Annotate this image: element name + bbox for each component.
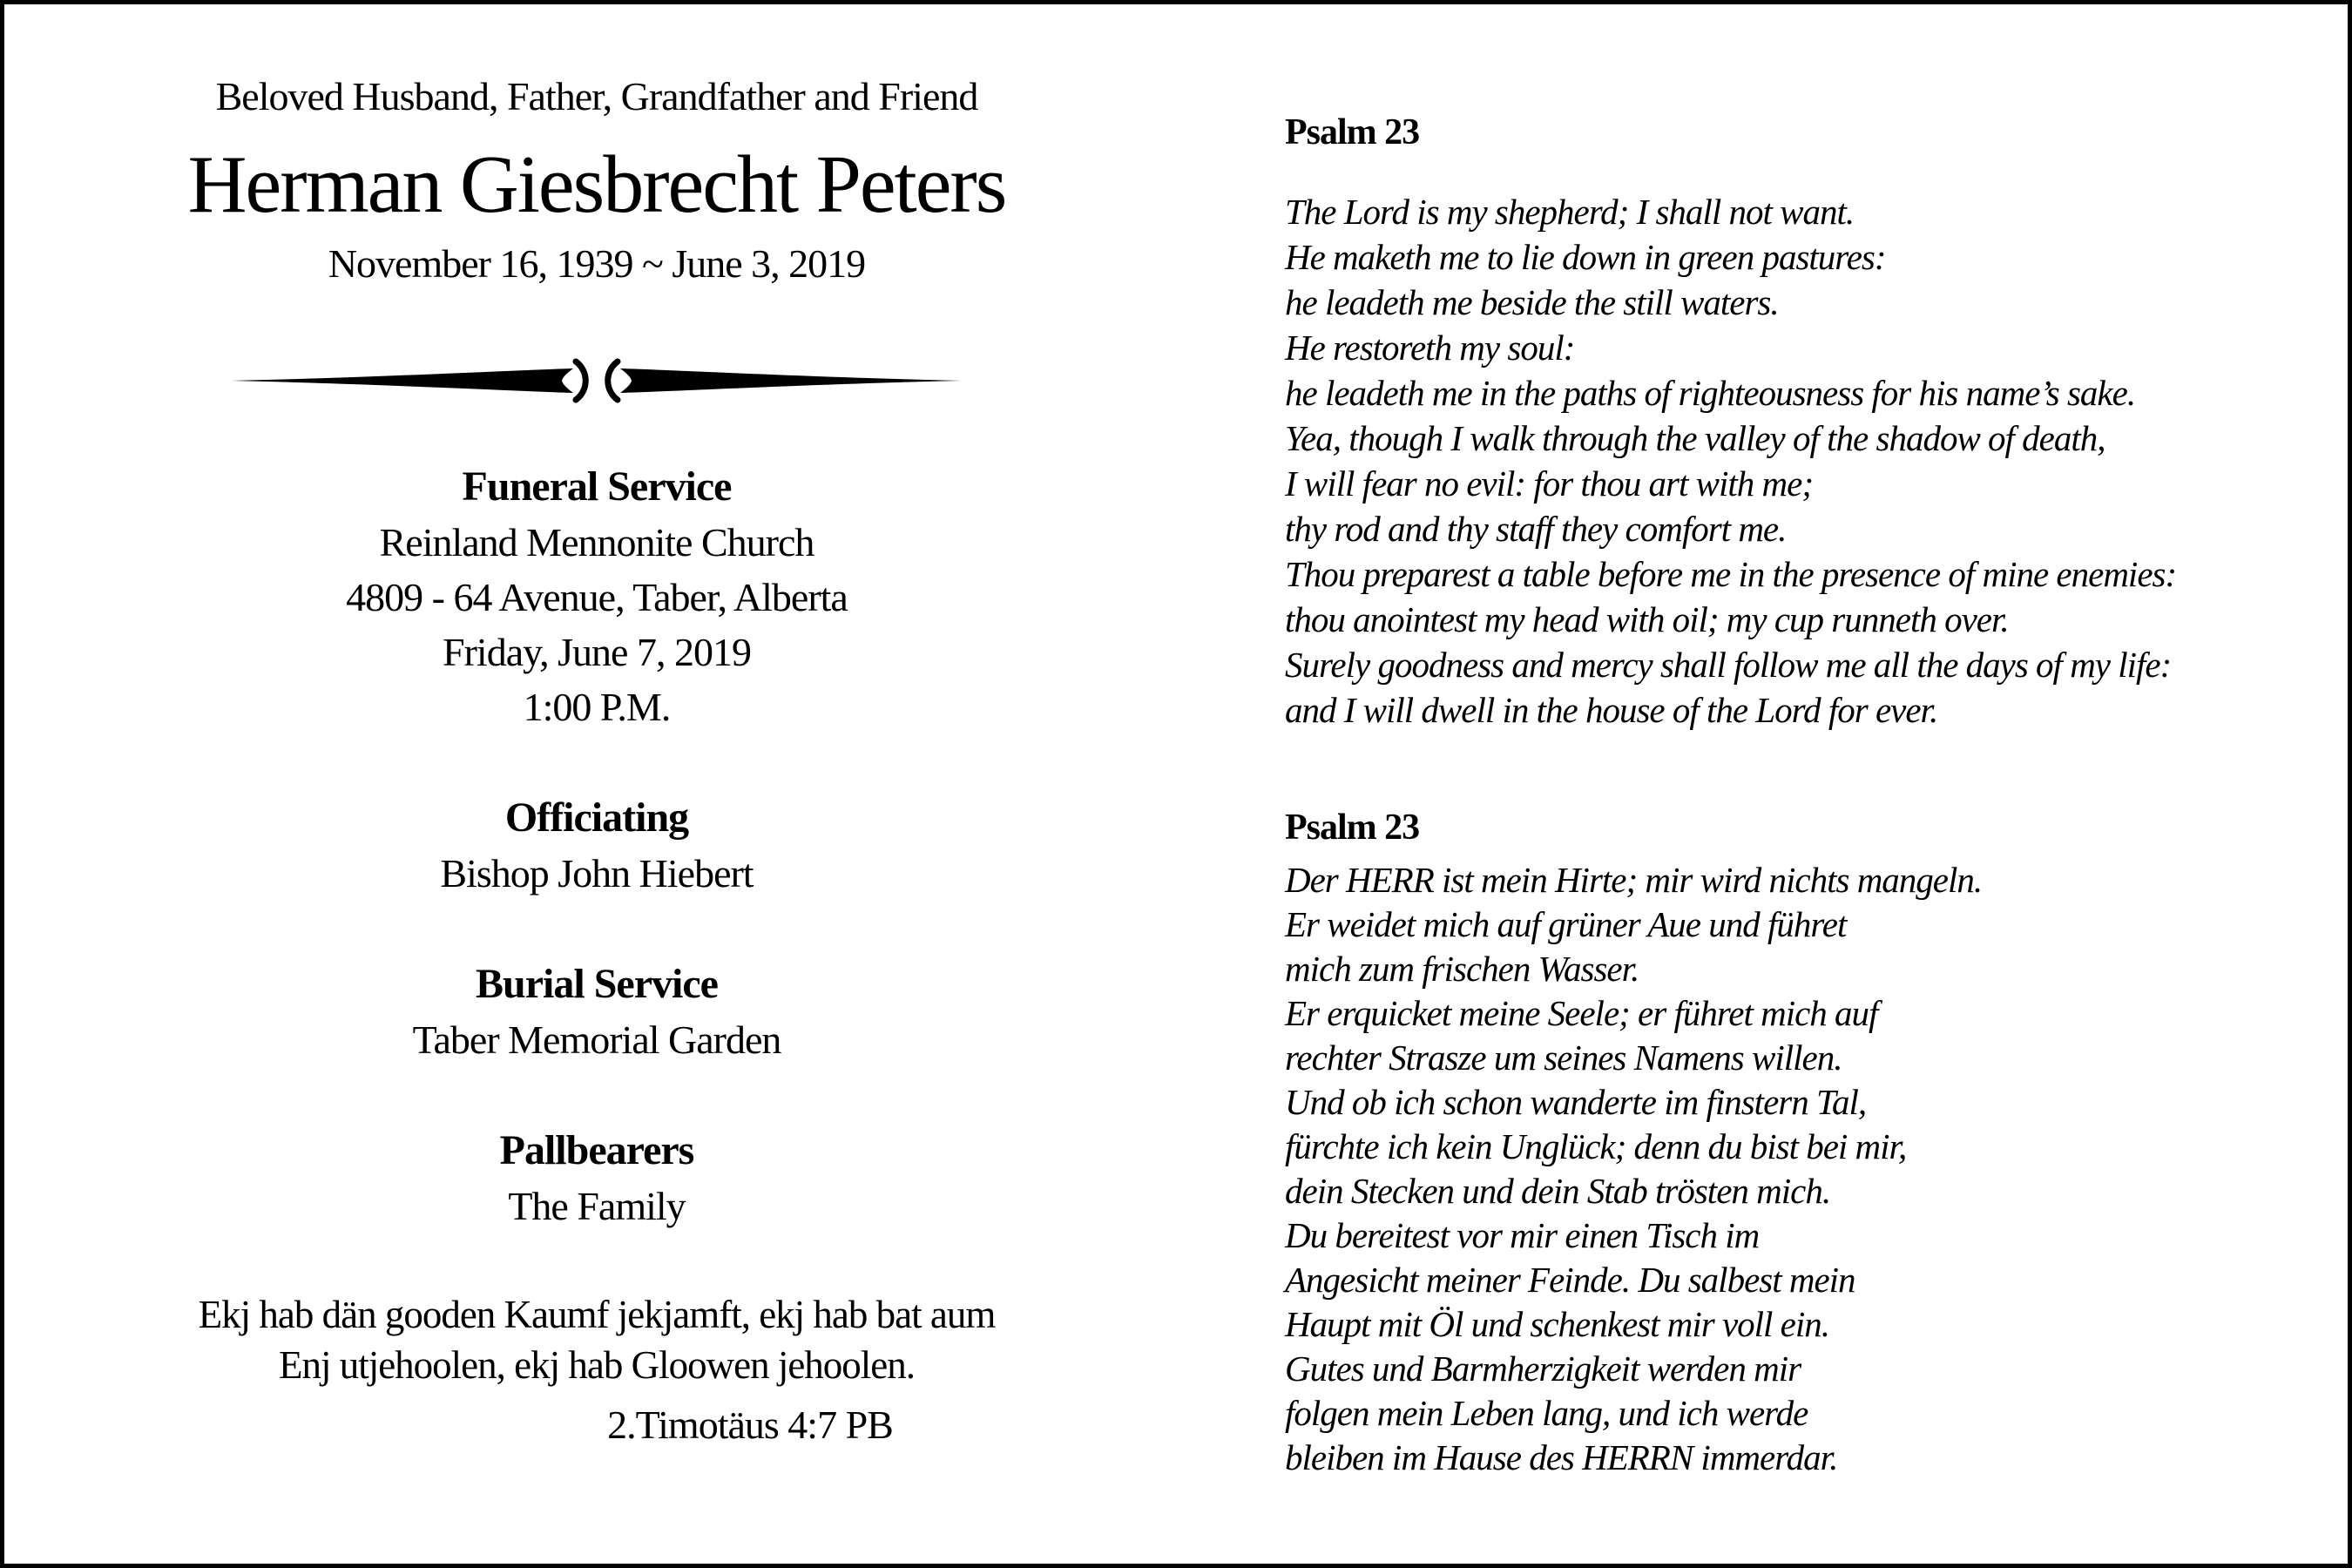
psalm-german-heading: Psalm 23 <box>1285 808 1420 848</box>
service-details-panel <box>57 4 1137 1451</box>
psalm-verse-line: mich zum frischen Wasser. <box>1285 949 1639 989</box>
psalm-verse-line: thy rod and thy staff they comfort me. <box>1285 509 1787 549</box>
psalm-verse-line: Thou preparest a table before me in the presence of mine enemies: <box>1285 554 2177 594</box>
psalm-verse-line: he leadeth me in the paths of righteousness for his name’s sake. <box>1285 373 2136 413</box>
funeral-service-heading: Funeral Service <box>462 463 732 510</box>
psalm-verse-line: dein Stecken und dein Stab trösten mich. <box>1285 1171 1831 1211</box>
psalm-verse-line: rechter Strasze um seines Namens willen. <box>1285 1037 1842 1078</box>
psalm-verse-line: Angesicht meiner Feinde. Du salbest mein <box>1285 1260 1855 1300</box>
psalm-verse-line: folgen mein Leben lang, und ich werde <box>1285 1393 1808 1433</box>
psalm-english-verses <box>1285 189 2322 733</box>
psalm-english-heading: Psalm 23 <box>1285 112 1420 152</box>
funeral-service-date: Friday, June 7, 2019 <box>443 630 751 674</box>
psalm-verse-line: Yea, though I walk through the valley of the shadow of death, <box>1285 418 2105 458</box>
section-burial-service <box>57 956 1137 1067</box>
spindle-divider-icon <box>226 356 967 405</box>
psalms-panel <box>1285 109 2322 1480</box>
psalm-verse-line: bleiben im Hause des HERRN immerdar. <box>1285 1437 1838 1477</box>
quote-line: Ekj hab dän gooden Kaumf jekjamft, ekj hab bat aum <box>198 1293 996 1336</box>
psalm-german-verses <box>1285 858 2322 1480</box>
quote-line: Enj utjehoolen, ekj hab Gloowen jehoolen. <box>278 1343 916 1387</box>
psalm-verse-line: He restoreth my soul: <box>1285 328 1575 368</box>
pallbearers-name: The Family <box>508 1184 686 1228</box>
scripture-quote <box>57 1289 1137 1451</box>
section-funeral-service <box>57 459 1137 734</box>
psalm-verse-line: Und ob ich schon wanderte im finstern Tal, <box>1285 1082 1867 1122</box>
officiating-heading: Officiating <box>504 794 689 841</box>
epithet: Beloved Husband, Father, Grandfather and Friend <box>215 74 978 118</box>
burial-service-heading: Burial Service <box>476 961 718 1007</box>
divider-ornament <box>57 356 1137 405</box>
deceased-name: Herman Giesbrecht Peters <box>187 139 1006 230</box>
program-sections <box>57 459 1137 1233</box>
psalm-verse-line: thou anointest my head with oil; my cup runneth over. <box>1285 599 2009 639</box>
psalm-verse-line: I will fear no evil: for thou art with me; <box>1285 463 1813 504</box>
psalm-verse-line: Er weidet mich auf grüner Aue und führet <box>1285 904 1847 944</box>
funeral-service-location: Reinland Mennonite Church <box>379 520 814 564</box>
pallbearers-heading: Pallbearers <box>499 1127 694 1173</box>
psalm-verse-line: he leadeth me beside the still waters. <box>1285 282 1779 322</box>
section-pallbearers <box>57 1123 1137 1233</box>
psalm-verse-line: Er erquicket meine Seele; er führet mich auf <box>1285 993 1878 1033</box>
funeral-service-address: 4809 - 64 Avenue, Taber, Alberta <box>346 575 848 619</box>
psalm-verse-line: fürchte ich kein Unglück; denn du bist bei mir, <box>1285 1126 1907 1166</box>
psalm-verse-line: Der HERR ist mein Hirte; mir wird nichts mangeln. <box>1285 860 1983 900</box>
quote-attribution: 2.Timotäus 4:7 PB <box>607 1402 893 1447</box>
psalm-verse-line: Surely goodness and mercy shall follow me all the days of my life: <box>1285 645 2172 685</box>
psalm-verse-line: The Lord is my shepherd; I shall not want. <box>1285 192 1855 232</box>
psalm-verse-line: Gutes und Barmherzigkeit werden mir <box>1285 1348 1801 1389</box>
life-dates: November 16, 1939 ~ June 3, 2019 <box>328 241 866 286</box>
psalm-verse-line: and I will dwell in the house of the Lord for ever. <box>1285 690 1938 730</box>
psalm-verse-line: Du bereitest vor mir einen Tisch im <box>1285 1215 1760 1255</box>
psalm-verse-line: Haupt mit Öl und schenkest mir voll ein. <box>1285 1304 1830 1344</box>
funeral-service-time: 1:00 P.M. <box>523 685 671 729</box>
psalm-verse-line: He maketh me to lie down in green pastures: <box>1285 237 1886 277</box>
officiating-name: Bishop John Hiebert <box>440 851 754 896</box>
section-officiating <box>57 790 1137 901</box>
burial-service-location: Taber Memorial Garden <box>412 1017 781 1062</box>
